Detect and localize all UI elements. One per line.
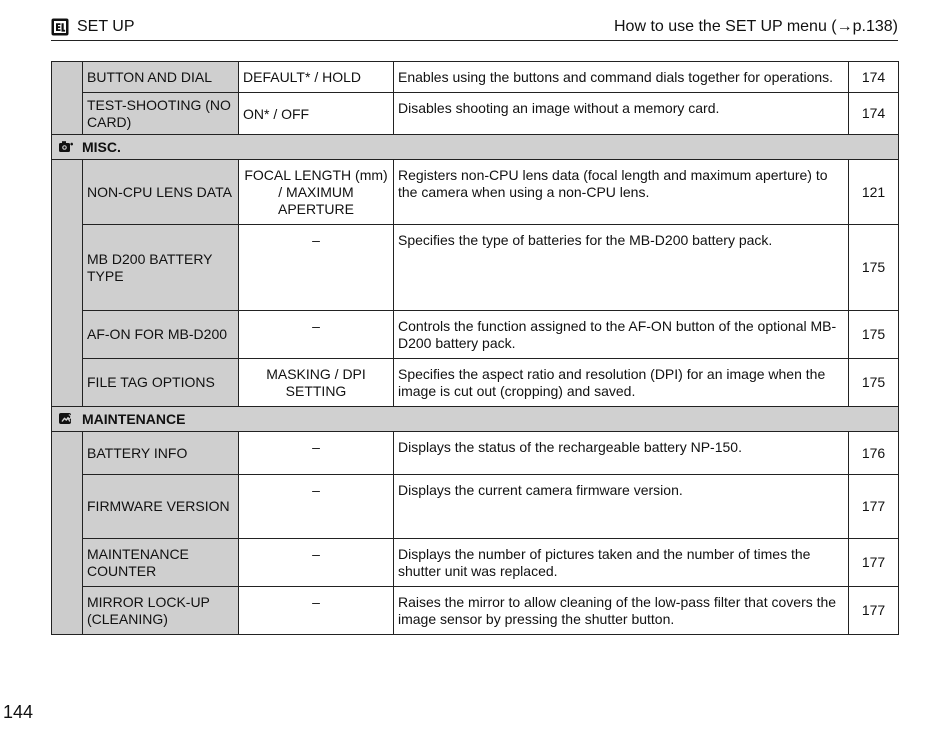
page-ref: 174 (861, 68, 886, 85)
description-text: Specifies the aspect ratio and resolution (DPI) for an image when the image is cut out (cropping) and saved. (398, 366, 826, 399)
page-ref: 121 (861, 183, 886, 200)
table-row (52, 311, 899, 359)
options-cell (239, 539, 394, 587)
section-header-cell (52, 135, 899, 160)
header-left (51, 17, 135, 37)
page-header (51, 16, 898, 41)
page-ref: 175 (861, 374, 886, 390)
table-row (52, 225, 899, 311)
setting-cell (83, 93, 239, 135)
options-cell (239, 432, 394, 475)
page-cell (849, 475, 899, 539)
setting-label: MIRROR LOCK-UP (CLEANING) (87, 593, 210, 627)
setting-cell (83, 62, 239, 93)
page-cell (849, 432, 899, 475)
page-cell (849, 311, 899, 359)
options-cell (239, 62, 394, 93)
setup-menu-table-wrap (51, 61, 898, 635)
description-text: Displays the current camera firmware version. (398, 482, 683, 498)
options-cell (239, 587, 394, 635)
table-row (52, 539, 899, 587)
setting-label: FIRMWARE VERSION (87, 498, 230, 514)
setting-cell (83, 359, 239, 407)
description-cell (394, 160, 849, 225)
page-ref: 176 (861, 444, 886, 461)
page-ref: 174 (861, 105, 886, 121)
description-text: Raises the mirror to allow cleaning of the low-pass filter that covers the image sensor by pressing the shutter button. (398, 594, 837, 627)
page-cell (849, 93, 899, 135)
options-text: ON* / OFF (243, 105, 310, 122)
page-number: 144 (3, 702, 34, 722)
header-right-title: How to use the SET UP menu (→p.138) (614, 18, 898, 35)
table-row (52, 160, 899, 225)
setting-label: TEST-SHOOTING (NO CARD) (87, 96, 231, 130)
options-text: – (312, 594, 320, 610)
section-header-row (52, 407, 899, 432)
description-cell (394, 539, 849, 587)
maintenance-icon (58, 412, 74, 426)
setup-icon (51, 18, 69, 36)
options-text: – (312, 482, 320, 498)
setting-cell (83, 432, 239, 475)
setting-cell (83, 311, 239, 359)
description-cell (394, 475, 849, 539)
page-cell (849, 359, 899, 407)
section-header-cell (52, 407, 899, 432)
setting-label: MAINTENANCE COUNTER (87, 545, 189, 579)
setting-label: FILE TAG OPTIONS (87, 374, 215, 390)
leading-gray-cell (52, 432, 83, 635)
setting-label: MB D200 BATTERY TYPE (87, 250, 213, 284)
table-row (52, 62, 899, 93)
options-cell (239, 311, 394, 359)
header-left-title: SET UP (77, 18, 135, 35)
description-cell (394, 432, 849, 475)
description-cell (394, 311, 849, 359)
options-text: – (312, 546, 320, 562)
setting-cell (83, 475, 239, 539)
description-cell (394, 62, 849, 93)
setting-cell (83, 539, 239, 587)
page-cell (849, 225, 899, 311)
page-ref: 175 (861, 259, 886, 275)
options-text: FOCAL LENGTH (mm) / MAXIMUM APERTURE (244, 167, 388, 217)
setup-menu-table (51, 61, 899, 635)
options-text: – (312, 439, 320, 455)
options-cell (239, 160, 394, 225)
options-text: MASKING / DPI SETTING (266, 366, 366, 399)
options-text: – (312, 232, 320, 248)
page-ref: 177 (861, 554, 886, 570)
description-text: Disables shooting an image without a memory card. (398, 100, 720, 116)
section-title-line (58, 139, 892, 156)
leading-gray-cell (52, 62, 83, 135)
page-cell (849, 539, 899, 587)
description-text: Registers non-CPU lens data (focal length and maximum aperture) to the camera when using a non-CPU lens. (398, 167, 828, 200)
options-cell (239, 359, 394, 407)
description-cell (394, 93, 849, 135)
options-cell (239, 225, 394, 311)
options-text: DEFAULT* / HOLD (243, 69, 361, 85)
section-title: MAINTENANCE (82, 410, 186, 427)
page-ref: 175 (861, 326, 886, 342)
table-row (52, 587, 899, 635)
description-text: Displays the number of pictures taken and the number of times the shutter unit was replaced. (398, 546, 811, 579)
setting-label: BATTERY INFO (87, 444, 188, 461)
setting-cell (83, 160, 239, 225)
page-cell (849, 587, 899, 635)
table-row (52, 93, 899, 135)
table-row (52, 475, 899, 539)
description-text: Enables using the buttons and command dials together for operations. (398, 69, 834, 85)
setting-label: NON-CPU LENS DATA (87, 183, 232, 200)
section-title: MISC. (82, 138, 121, 155)
options-cell (239, 475, 394, 539)
page-cell (849, 160, 899, 225)
misc-icon (58, 140, 74, 154)
setting-label: AF-ON FOR MB-D200 (87, 326, 228, 342)
description-cell (394, 587, 849, 635)
setting-label: BUTTON AND DIAL (87, 68, 212, 85)
page-ref: 177 (861, 498, 886, 514)
options-text: – (312, 318, 320, 334)
page-ref: 177 (861, 602, 886, 618)
table-row (52, 359, 899, 407)
page-cell (849, 62, 899, 93)
description-text: Displays the status of the rechargeable battery NP-150. (398, 439, 742, 455)
table-row (52, 432, 899, 475)
options-cell (239, 93, 394, 135)
description-cell (394, 359, 849, 407)
section-header-row (52, 135, 899, 160)
description-text: Specifies the type of batteries for the MB-D200 battery pack. (398, 232, 773, 248)
description-cell (394, 225, 849, 311)
setting-cell (83, 587, 239, 635)
description-text: Controls the function assigned to the AF-ON button of the optional MB-D200 battery pack. (398, 318, 837, 351)
section-title-line (58, 411, 892, 428)
leading-gray-cell (52, 160, 83, 407)
setting-cell (83, 225, 239, 311)
